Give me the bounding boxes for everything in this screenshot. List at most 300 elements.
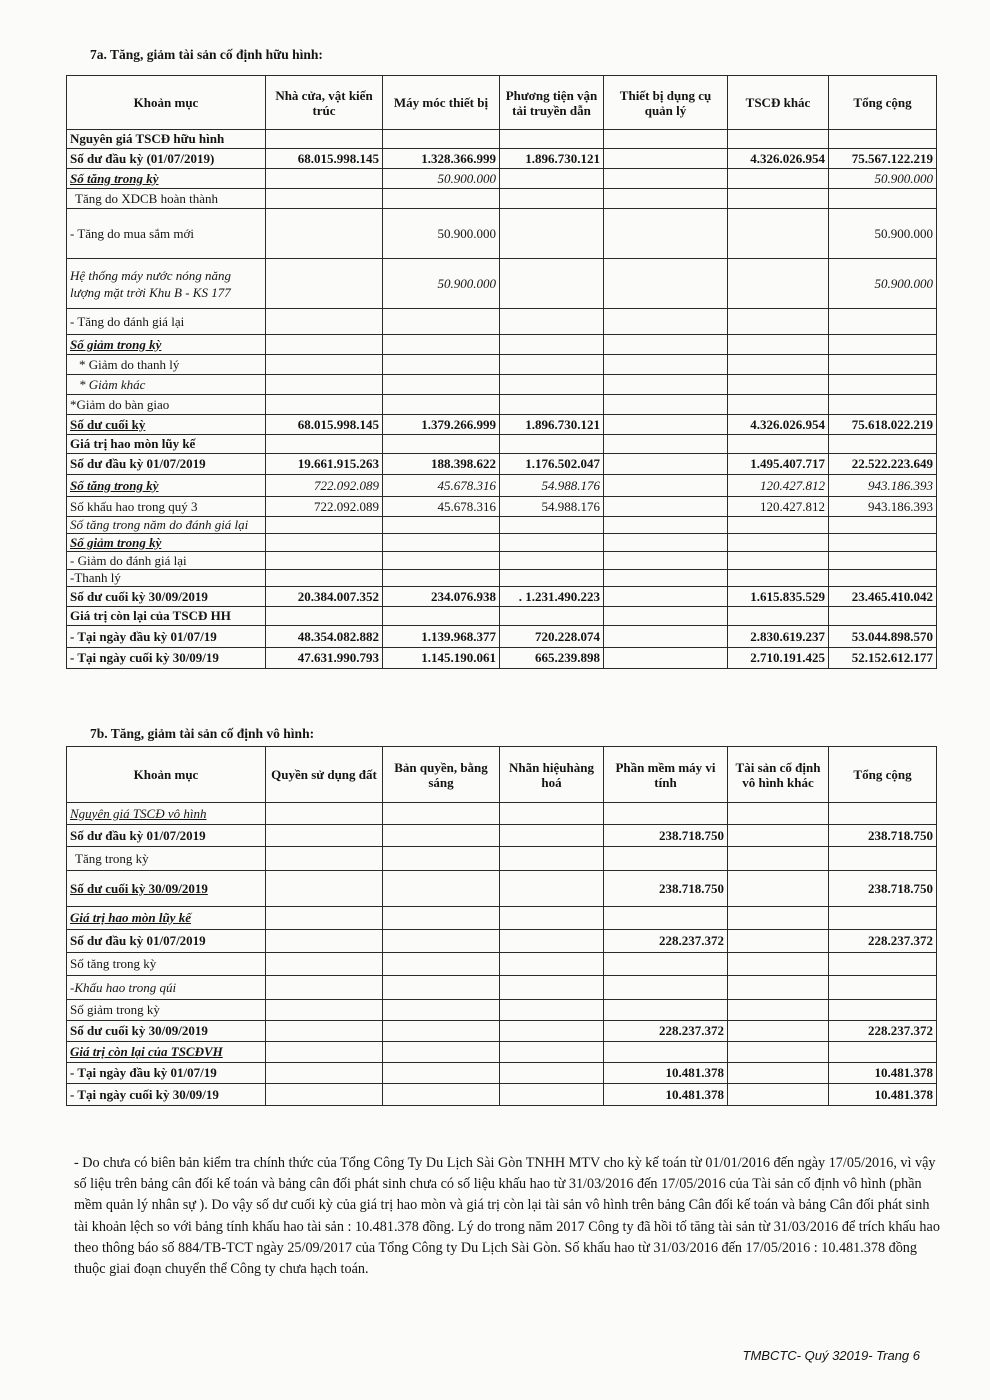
row-label: * Giảm do thanh lý [67, 355, 266, 375]
cell-value [383, 335, 500, 355]
cell-value [728, 1084, 829, 1106]
cell-value: 720.228.074 [500, 626, 604, 648]
cell-value [728, 209, 829, 259]
cell-value [728, 1021, 829, 1042]
cell-value: 1.896.730.121 [500, 149, 604, 169]
table-row [67, 355, 937, 375]
cell-value [266, 435, 383, 454]
cell-value [604, 1000, 728, 1021]
cell-value: 1.615.835.529 [728, 587, 829, 607]
cell-value [266, 335, 383, 355]
cell-value [500, 953, 604, 976]
cell-value [500, 335, 604, 355]
cell-value [383, 1021, 500, 1042]
cell-value [829, 607, 937, 626]
cell-value [266, 375, 383, 395]
cell-value [728, 130, 829, 149]
cell-value [829, 847, 937, 871]
table-row [67, 415, 937, 435]
cell-value [266, 907, 383, 930]
cell-value [604, 847, 728, 871]
cell-value [604, 355, 728, 375]
cell-value [829, 355, 937, 375]
row-label: Số dư cuối kỳ [67, 415, 266, 435]
row-label: Tăng do XDCB hoàn thành [67, 189, 266, 209]
cell-value [728, 375, 829, 395]
cell-value: 50.900.000 [829, 169, 937, 189]
cell-value [728, 395, 829, 415]
cell-value [829, 976, 937, 1000]
cell-value [383, 1000, 500, 1021]
cell-value [728, 871, 829, 907]
table-row [67, 534, 937, 552]
cell-value [266, 130, 383, 149]
cell-value [383, 435, 500, 454]
row-label: Nguyên giá TSCĐ hữu hình [67, 130, 266, 149]
cell-value [500, 570, 604, 587]
cell-value [829, 130, 937, 149]
table-row [67, 825, 937, 847]
row-label: Số tăng trong năm do đánh giá lại [67, 517, 266, 534]
cell-value [604, 497, 728, 517]
row-label: - Tăng do đánh giá lại [67, 309, 266, 335]
cell-value [266, 930, 383, 953]
cell-value [728, 803, 829, 825]
cell-value [604, 415, 728, 435]
cell-value [728, 825, 829, 847]
table-row [67, 1063, 937, 1084]
cell-value [829, 953, 937, 976]
cell-value [500, 395, 604, 415]
header-tscd-khac: TSCĐ khác [728, 76, 829, 130]
cell-value [728, 953, 829, 976]
row-label: *Giảm do bàn giao [67, 395, 266, 415]
row-label: Số giảm trong kỳ [67, 335, 266, 355]
cell-value: 68.015.998.145 [266, 415, 383, 435]
cell-value: 234.076.938 [383, 587, 500, 607]
cell-value: 4.326.026.954 [728, 149, 829, 169]
cell-value: 722.092.089 [266, 475, 383, 497]
header-tong-cong: Tổng cộng [829, 76, 937, 130]
intangible-assets-table [66, 746, 937, 1106]
cell-value: 22.522.223.649 [829, 454, 937, 475]
cell-value [728, 1000, 829, 1021]
cell-value: 943.186.393 [829, 475, 937, 497]
table-row [67, 169, 937, 189]
table-row [67, 130, 937, 149]
cell-value [604, 976, 728, 1000]
table-row [67, 309, 937, 335]
row-label: Số dư đầu kỳ 01/07/2019 [67, 454, 266, 475]
row-label: Giá trị còn lại của TSCĐVH [67, 1042, 266, 1063]
header-phuong-tien: Phương tiện vận tải truyền dẫn [500, 76, 604, 130]
cell-value [728, 169, 829, 189]
table-row [67, 871, 937, 907]
cell-value [383, 847, 500, 871]
table-row [67, 375, 937, 395]
cell-value: . 1.231.490.223 [500, 587, 604, 607]
row-label: - Tại ngày đầu kỳ 01/07/19 [67, 626, 266, 648]
section-b-title: 7b. Tăng, giảm tài sản cố định vô hình: [90, 726, 315, 741]
table-row [67, 930, 937, 953]
cell-value [500, 930, 604, 953]
cell-value: 228.237.372 [604, 1021, 728, 1042]
cell-value [728, 847, 829, 871]
cell-value: 228.237.372 [604, 930, 728, 953]
cell-value: 10.481.378 [604, 1063, 728, 1084]
cell-value [500, 259, 604, 309]
table-row [67, 517, 937, 534]
cell-value [383, 517, 500, 534]
cell-value [728, 907, 829, 930]
cell-value [500, 1021, 604, 1042]
cell-value: 45.678.316 [383, 497, 500, 517]
cell-value [728, 335, 829, 355]
cell-value [500, 517, 604, 534]
cell-value [829, 189, 937, 209]
cell-value: 75.567.122.219 [829, 149, 937, 169]
cell-value [383, 1042, 500, 1063]
cell-value: 47.631.990.793 [266, 648, 383, 669]
cell-value [604, 803, 728, 825]
cell-value [383, 552, 500, 570]
cell-value: 10.481.378 [829, 1063, 937, 1084]
cell-value [728, 930, 829, 953]
row-label: -Thanh lý [67, 570, 266, 587]
cell-value [383, 607, 500, 626]
cell-value: 68.015.998.145 [266, 149, 383, 169]
table-row [67, 1042, 937, 1063]
cell-value: 120.427.812 [728, 497, 829, 517]
cell-value [604, 259, 728, 309]
cell-value [728, 607, 829, 626]
table-row [67, 1084, 937, 1106]
cell-value [266, 209, 383, 259]
table-row [67, 648, 937, 669]
row-label: Số tăng trong kỳ [67, 475, 266, 497]
cell-value: 54.988.176 [500, 475, 604, 497]
header-may-moc: Máy móc thiết bị [383, 76, 500, 130]
cell-value [604, 335, 728, 355]
cell-value [604, 189, 728, 209]
cell-value: 50.900.000 [383, 169, 500, 189]
row-label: - Tại ngày đầu kỳ 01/07/19 [67, 1063, 266, 1084]
row-label: - Tại ngày cuối kỳ 30/09/19 [67, 648, 266, 669]
cell-value [500, 871, 604, 907]
cell-value: 23.465.410.042 [829, 587, 937, 607]
cell-value: 50.900.000 [383, 259, 500, 309]
cell-value [266, 1084, 383, 1106]
cell-value [728, 259, 829, 309]
cell-value [604, 1042, 728, 1063]
table-row [67, 395, 937, 415]
cell-value [728, 517, 829, 534]
cell-value [604, 648, 728, 669]
cell-value [266, 552, 383, 570]
row-label: Giá trị hao mòn lũy kế [67, 435, 266, 454]
cell-value [728, 570, 829, 587]
cell-value [266, 259, 383, 309]
cell-value [266, 976, 383, 1000]
cell-value [728, 435, 829, 454]
cell-value [266, 803, 383, 825]
cell-value [500, 309, 604, 335]
cell-value [500, 435, 604, 454]
cell-value [604, 435, 728, 454]
cell-value: 238.718.750 [604, 825, 728, 847]
cell-value [266, 1000, 383, 1021]
row-label: Số giảm trong kỳ [67, 534, 266, 552]
cell-value [500, 1042, 604, 1063]
cell-value [500, 130, 604, 149]
header-nhan-hieu: Nhãn hiệuhàng hoá [500, 747, 604, 803]
table-row [67, 189, 937, 209]
row-label: Số tăng trong kỳ [67, 953, 266, 976]
row-label: - Tăng do mua sắm mới [67, 209, 266, 259]
cell-value [728, 1063, 829, 1084]
cell-value [500, 1063, 604, 1084]
table-row [67, 1021, 937, 1042]
cell-value [604, 395, 728, 415]
cell-value [728, 534, 829, 552]
table-row [67, 907, 937, 930]
cell-value: 2.710.191.425 [728, 648, 829, 669]
cell-value [383, 189, 500, 209]
row-label: - Giảm do đánh giá lại [67, 552, 266, 570]
cell-value [829, 534, 937, 552]
cell-value [829, 395, 937, 415]
row-label: Số dư đầu kỳ 01/07/2019 [67, 825, 266, 847]
cell-value [604, 626, 728, 648]
cell-value: 943.186.393 [829, 497, 937, 517]
cell-value: 1.176.502.047 [500, 454, 604, 475]
cell-value [500, 1000, 604, 1021]
cell-value [829, 309, 937, 335]
cell-value [266, 570, 383, 587]
cell-value: 1.139.968.377 [383, 626, 500, 648]
cell-value: 1.145.190.061 [383, 648, 500, 669]
cell-value [604, 552, 728, 570]
row-label: Số dư cuối kỳ 30/09/2019 [67, 871, 266, 907]
cell-value [604, 534, 728, 552]
header-quyen-su-dung-dat: Quyền sử dụng đất [266, 747, 383, 803]
cell-value: 10.481.378 [829, 1084, 937, 1106]
cell-value: 228.237.372 [829, 930, 937, 953]
row-label: Số dư đầu kỳ 01/07/2019 [67, 930, 266, 953]
table-row [67, 587, 937, 607]
cell-value [500, 803, 604, 825]
cell-value [500, 847, 604, 871]
table-row [67, 570, 937, 587]
cell-value: 75.618.022.219 [829, 415, 937, 435]
cell-value: 48.354.082.882 [266, 626, 383, 648]
cell-value [383, 534, 500, 552]
row-label: Số dư đầu kỳ (01/07/2019) [67, 149, 266, 169]
cell-value: 1.328.366.999 [383, 149, 500, 169]
cell-value [728, 1042, 829, 1063]
cell-value [829, 803, 937, 825]
row-label: * Giảm khác [67, 375, 266, 395]
cell-value [383, 355, 500, 375]
cell-value: 50.900.000 [383, 209, 500, 259]
cell-value [829, 552, 937, 570]
row-label: Số dư cuối kỳ 30/09/2019 [67, 1021, 266, 1042]
cell-value: 20.384.007.352 [266, 587, 383, 607]
cell-value [500, 355, 604, 375]
row-label: Tăng trong kỳ [67, 847, 266, 871]
cell-value [604, 953, 728, 976]
cell-value: 1.379.266.999 [383, 415, 500, 435]
table-row [67, 435, 937, 454]
cell-value [266, 1063, 383, 1084]
header-nha-cua: Nhà cửa, vật kiến trúc [266, 76, 383, 130]
cell-value: 238.718.750 [829, 871, 937, 907]
row-label: Số tăng trong kỳ [67, 169, 266, 189]
cell-value [604, 209, 728, 259]
cell-value [500, 209, 604, 259]
cell-value [604, 517, 728, 534]
cell-value [604, 907, 728, 930]
cell-value [266, 169, 383, 189]
header-ban-quyen: Bản quyền, bằng sáng [383, 747, 500, 803]
cell-value [383, 871, 500, 907]
cell-value [604, 130, 728, 149]
cell-value [500, 607, 604, 626]
cell-value [500, 907, 604, 930]
cell-value: 50.900.000 [829, 209, 937, 259]
cell-value [500, 1084, 604, 1106]
row-label: Số dư cuối kỳ 30/09/2019 [67, 587, 266, 607]
cell-value [829, 435, 937, 454]
cell-value [604, 607, 728, 626]
cell-value [604, 309, 728, 335]
cell-value [728, 189, 829, 209]
cell-value [829, 517, 937, 534]
cell-value [829, 1042, 937, 1063]
cell-value [266, 395, 383, 415]
cell-value: 238.718.750 [604, 871, 728, 907]
cell-value [383, 309, 500, 335]
cell-value: 120.427.812 [728, 475, 829, 497]
cell-value [383, 953, 500, 976]
cell-value: 228.237.372 [829, 1021, 937, 1042]
section-a-title: 7a. Tăng, giảm tài sản cố định hữu hình: [90, 47, 323, 62]
cell-value [829, 1000, 937, 1021]
cell-value [383, 130, 500, 149]
cell-value: 188.398.622 [383, 454, 500, 475]
cell-value [500, 976, 604, 1000]
cell-value: 54.988.176 [500, 497, 604, 517]
cell-value [829, 907, 937, 930]
cell-value [500, 552, 604, 570]
cell-value [266, 825, 383, 847]
page-footer: TMBCTC- Quý 32019- Trang 6 [742, 1348, 920, 1363]
cell-value [266, 355, 383, 375]
cell-value [500, 534, 604, 552]
cell-value: 50.900.000 [829, 259, 937, 309]
cell-value [500, 169, 604, 189]
cell-value [604, 570, 728, 587]
tangible-assets-table [66, 75, 937, 669]
row-label: Số giảm trong kỳ [67, 1000, 266, 1021]
header-phan-mem: Phần mềm máy vi tính [604, 747, 728, 803]
cell-value [728, 552, 829, 570]
cell-value [604, 375, 728, 395]
cell-value [383, 825, 500, 847]
cell-value [728, 355, 829, 375]
cell-value [829, 335, 937, 355]
cell-value: 722.092.089 [266, 497, 383, 517]
cell-value [266, 534, 383, 552]
header-khoan-muc: Khoản mục [67, 747, 266, 803]
cell-value [383, 395, 500, 415]
cell-value [500, 825, 604, 847]
cell-value: 19.661.915.263 [266, 454, 383, 475]
cell-value [500, 189, 604, 209]
row-label: Giá trị còn lại của TSCĐ HH [67, 607, 266, 626]
row-label: Giá trị hao mòn lũy kế [67, 907, 266, 930]
cell-value [604, 475, 728, 497]
row-label: Nguyên giá TSCĐ vô hình [67, 803, 266, 825]
table-row [67, 607, 937, 626]
cell-value [728, 309, 829, 335]
table-row [67, 475, 937, 497]
cell-value [383, 976, 500, 1000]
cell-value [266, 309, 383, 335]
cell-value: 1.495.407.717 [728, 454, 829, 475]
cell-value: 4.326.026.954 [728, 415, 829, 435]
cell-value [500, 375, 604, 395]
cell-value [604, 454, 728, 475]
cell-value [604, 169, 728, 189]
cell-value: 238.718.750 [829, 825, 937, 847]
table-row [67, 552, 937, 570]
cell-value [266, 189, 383, 209]
explanatory-note: - Do chưa có biên bản kiểm tra chính thức của Tổng Công Ty Du Lịch Sài Gòn TNHH MTV cho kỳ kế toán từ 01/01/2016 đến ngày 17/05/2016, vì vậy số liệu trên bảng cân đối kế toán và bảng cân đối phát sinh chưa có số liệu khấu hao từ 31/03/2016 đến 17/05/2016 của Tài sản cố định vô hình (phần mềm quản lý nhân sự ). Do vậy số dư cuối kỳ của giá trị hao mòn và giá trị còn lại tài sản vô hình trên bảng Cân đối kế toán và bảng Cân đối phát sinh tài khoản lệch so với bảng tính khấu hao tài sản : 10.481.378 đồng. Lý do trong năm 2017 Công ty đã hồi tố tăng tài sản từ 31/03/2016 để trích khấu hao theo thông báo số 884/TB-TCT ngày 25/09/2017 của Tổng Công ty Du Lịch Sài Gòn. Số khấu hao từ 31/03/2016 đến 17/05/2016 : 10.481.378 đồng thuộc giai đoạn chuyển thể Công ty chưa hạch toán. [74, 1155, 940, 1278]
cell-value [266, 953, 383, 976]
cell-value [383, 907, 500, 930]
cell-value: 1.896.730.121 [500, 415, 604, 435]
table-row [67, 803, 937, 825]
table-row [67, 847, 937, 871]
cell-value: 665.239.898 [500, 648, 604, 669]
header-khoan-muc: Khoản mục [67, 76, 266, 130]
cell-value: 45.678.316 [383, 475, 500, 497]
row-label: Số khấu hao trong quý 3 [67, 497, 266, 517]
cell-value [383, 570, 500, 587]
table-row [67, 976, 937, 1000]
table-row [67, 1000, 937, 1021]
cell-value [266, 1042, 383, 1063]
cell-value [604, 587, 728, 607]
cell-value [728, 976, 829, 1000]
cell-value: 10.481.378 [604, 1084, 728, 1106]
cell-value [266, 1021, 383, 1042]
header-thiet-bi: Thiết bị dụng cụ quản lý [604, 76, 728, 130]
cell-value: 53.044.898.570 [829, 626, 937, 648]
row-label: - Tại ngày cuối kỳ 30/09/19 [67, 1084, 266, 1106]
table-row [67, 335, 937, 355]
header-tscd-vo-hinh-khac: Tài sản cố định vô hình khác [728, 747, 829, 803]
table-row [67, 209, 937, 259]
table-row [67, 497, 937, 517]
cell-value: 52.152.612.177 [829, 648, 937, 669]
cell-value [383, 375, 500, 395]
row-label: Hệ thống máy nước nóng năng lượng mặt trời Khu B - KS 177 [67, 259, 266, 309]
cell-value [266, 517, 383, 534]
table-row [67, 953, 937, 976]
cell-value: 2.830.619.237 [728, 626, 829, 648]
